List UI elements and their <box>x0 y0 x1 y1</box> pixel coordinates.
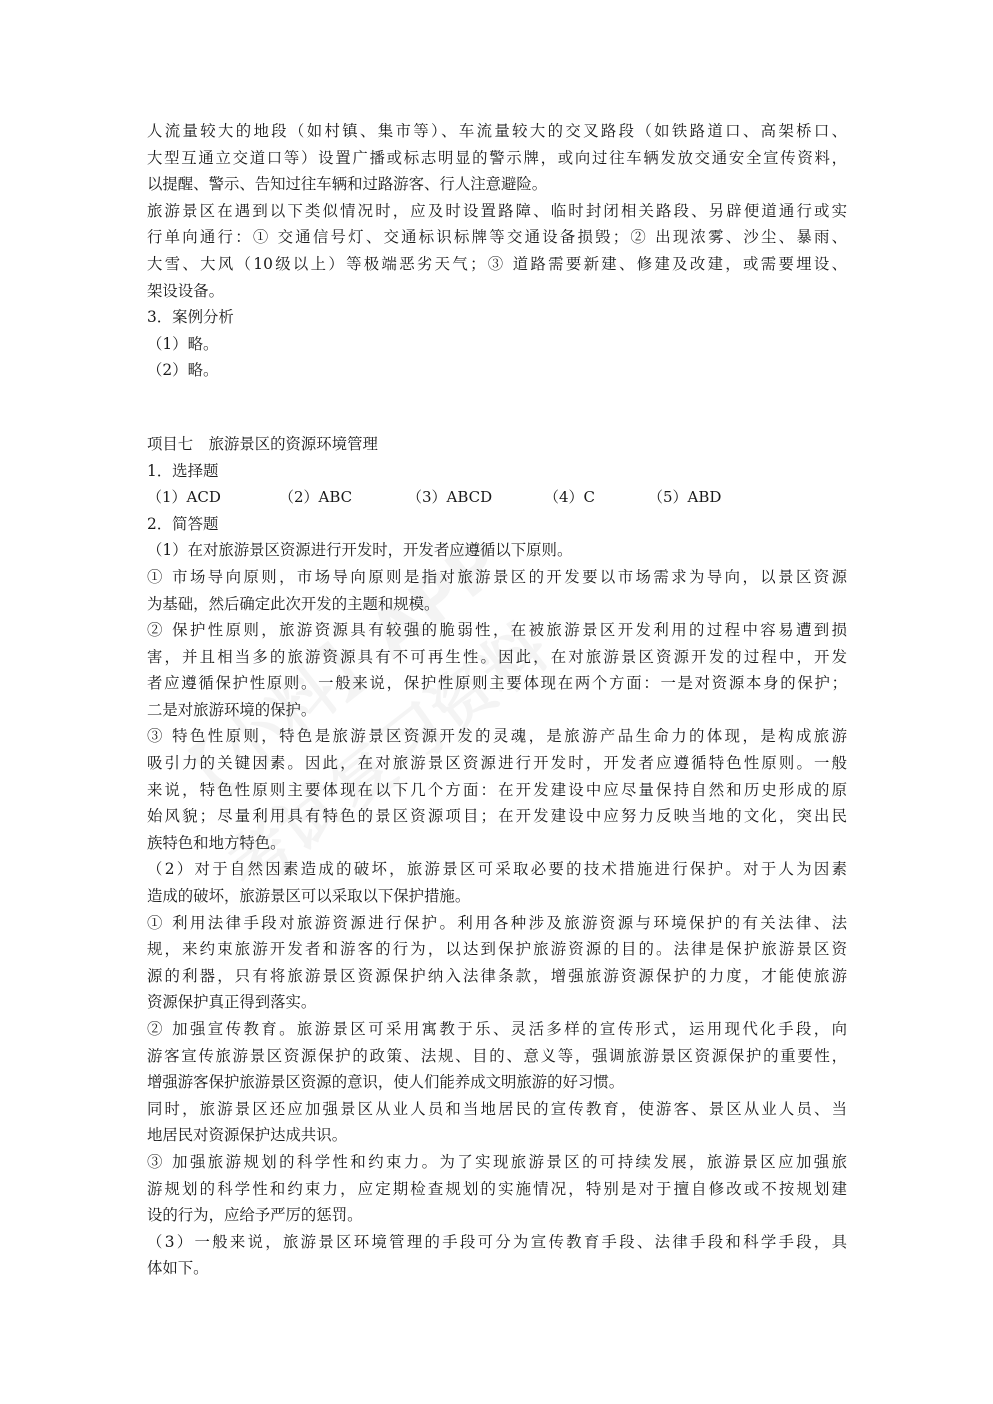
q2-paragraph-2 <box>147 1016 847 1096</box>
text-line: ① 市场导向原则，市场导向原则是指对旅游景区的开发要以市场需求为导向，以景区资源 <box>147 567 847 586</box>
text-line: 者应遵循保护性原则。一般来说，保护性原则主要体现在两个方面：一是对资源本身的保护； <box>147 674 847 693</box>
text-line: 架设设备。 <box>147 281 224 300</box>
text-line: 二是对旅游环境的保护。 <box>147 700 317 719</box>
choice-answer: （5）ABD <box>648 488 722 507</box>
question-3-intro <box>147 1229 847 1282</box>
q1-paragraph-1 <box>147 564 847 617</box>
choice-answer: （2）ABC <box>279 488 353 507</box>
text-line: ③ 加强旅游规划的科学性和约束力。为了实现旅游景区的可持续发展，旅游景区应加强旅 <box>147 1152 847 1171</box>
q2-paragraph-1 <box>147 910 847 1016</box>
text-line: 始风貌；尽量利用具有特色的景区资源项目；在开发建设中应努力反映当地的文化，突出民 <box>147 807 847 826</box>
text-line: 同时，旅游景区还应加强景区从业人员和当地居民的宣传教育，使游客、景区从业人员、当 <box>147 1099 847 1118</box>
text-line: 源的利器，只有将旅游景区资源保护纳入法律条款，增强旅游资源保护的力度，才能使旅游 <box>147 966 847 985</box>
q1-paragraph-2 <box>147 617 847 723</box>
text-line: （3）一般来说，旅游景区环境管理的手段可分为宣传教育手段、法律手段和科学手段，具 <box>147 1232 847 1251</box>
answer-line: （2）略。 <box>147 361 219 380</box>
text-line: 造成的破坏，旅游景区可以采取以下保护措施。 <box>147 887 471 906</box>
text-line: 人流量较大的地段（如村镇、集市等）、车流量较大的交叉路段（如铁路道口、高架桥口、 <box>147 122 847 140</box>
text-line: 为基础，然后确定此次开发的主题和规模。 <box>147 594 440 613</box>
text-line: 吸引力的关键因素。因此，在对旅游景区资源进行开发时，开发者应遵循特色性原则。一般 <box>147 754 847 773</box>
text-line: 游规划的科学性和约束力，应定期检查规划的实施情况，特别是对于擅自修改或不按规划建 <box>147 1179 847 1198</box>
text-line: 害，并且相当多的旅游资源具有不可再生性。因此，在对旅游景区资源开发的过程中，开发 <box>147 647 847 666</box>
prev-paragraph-1 <box>147 118 847 198</box>
text-line: 游客宣传旅游景区资源保护的政策、法规、目的、意义等，强调旅游景区资源保护的重要性， <box>147 1046 847 1065</box>
text-line: 增强游客保护旅游景区资源的意识，使人们能养成文明旅游的好习惯。 <box>147 1073 625 1092</box>
document-page <box>147 118 847 1282</box>
choice-answer: （1）ACD <box>147 488 221 507</box>
text-line: 大雪、大风（10级以上）等极端恶劣天气；③ 道路需要新建、修建及改建，或需要埋设、 <box>147 254 847 273</box>
q2-paragraph-3 <box>147 1096 847 1149</box>
text-line: ② 加强宣传教育。旅游景区可采用寓教于乐、灵活多样的宣传形式，运用现代化手段，向 <box>147 1020 847 1038</box>
text-line: 来说，特色性原则主要体现在以下几个方面：在开发建设中应尽量保持自然和历史形成的原 <box>147 780 847 799</box>
question-1-intro: （1）在对旅游景区资源进行开发时，开发者应遵循以下原则。 <box>147 541 573 560</box>
choice-answer: （4）C <box>544 488 596 507</box>
text-line: 以提醒、警示、告知过往车辆和过路游客、行人注意避险。 <box>147 175 548 194</box>
q1-paragraph-3 <box>147 723 847 856</box>
text-line: 族特色和地方特色。 <box>147 833 286 852</box>
section-heading-case: 3．案例分析 <box>147 308 234 327</box>
question-2-intro <box>147 856 847 909</box>
text-line: 旅游景区在遇到以下类似情况时，应及时设置路障、临时封闭相关路段、另辟便道通行或实 <box>147 201 847 220</box>
text-line: 设的行为，应给予严厉的惩罚。 <box>147 1206 363 1225</box>
project-title: 项目七 旅游景区的资源环境管理 <box>147 434 378 453</box>
choice-answer: （3）ABCD <box>407 488 493 507</box>
section-heading-short-answer: 2．简答题 <box>147 514 219 533</box>
text-line: 行单向通行：① 交通信号灯、交通标识标牌等交通设备损毁；② 出现浓雾、沙尘、暴雨、 <box>147 228 847 247</box>
text-line: 规，来约束旅游开发者和游客的行为，以达到保护旅游资源的目的。法律是保护旅游景区资 <box>147 940 847 959</box>
choice-answers <box>147 484 847 511</box>
text-line: 地居民对资源保护达成共识。 <box>147 1126 348 1145</box>
answer-line: （1）略。 <box>147 334 219 353</box>
text-line: ③ 特色性原则，特色是旅游景区资源开发的灵魂，是旅游产品生命力的体现，是构成旅游 <box>147 727 847 746</box>
prev-paragraph-2 <box>147 198 847 304</box>
section-gap <box>147 384 847 431</box>
text-line: （2）对于自然因素造成的破坏，旅游景区可采取必要的技术措施进行保护。对于人为因素 <box>147 860 847 879</box>
text-line: ② 保护性原则，旅游资源具有较强的脆弱性，在被旅游景区开发利用的过程中容易遭到损 <box>147 621 847 640</box>
section-heading-choice: 1．选择题 <box>147 461 219 480</box>
text-line: 大型互通立交道口等）设置广播或标志明显的警示牌，或向过往车辆发放交通安全宣传资料， <box>147 148 847 167</box>
text-line: 资源保护真正得到落实。 <box>147 993 317 1012</box>
q2-paragraph-4 <box>147 1149 847 1229</box>
text-line: ① 利用法律手段对旅游资源进行保护。利用各种涉及旅游资源与环境保护的有关法律、法 <box>147 913 847 932</box>
text-line: 体如下。 <box>147 1259 209 1278</box>
